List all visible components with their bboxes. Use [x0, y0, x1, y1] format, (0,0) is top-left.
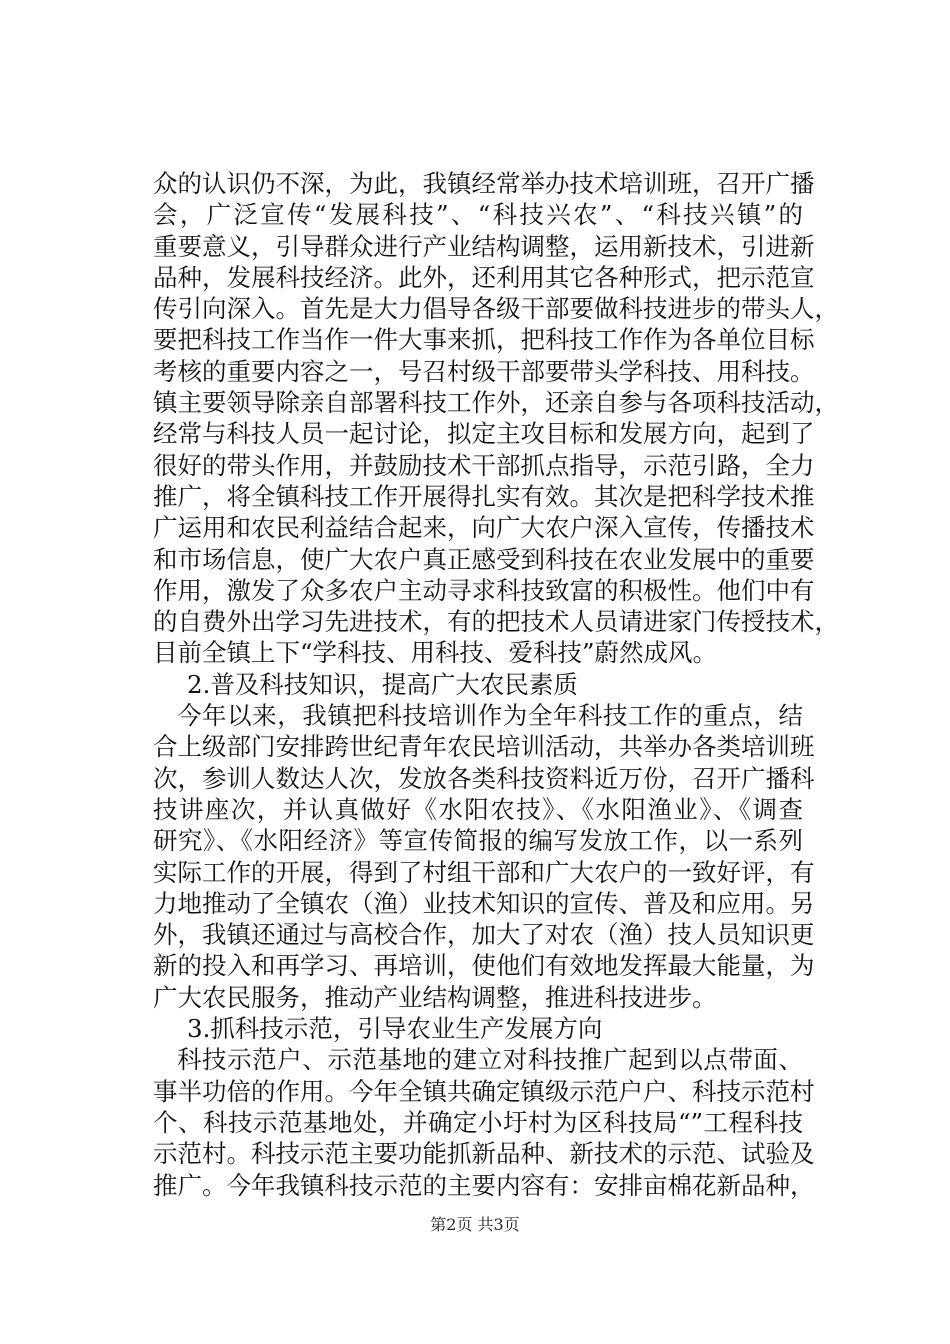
text-line: 力地推动了全镇农（渔）业技术知识的宣传、普及和应用。另 — [153, 888, 815, 918]
text-line: 推广。今年我镇科技示范的主要内容有：安排亩棉花新品种， — [153, 1170, 815, 1200]
text-line: 作用，激发了众多农户主动寻求科技致富的积极性。他们中有 — [153, 575, 815, 605]
text-line: 品种，发展科技经济。此外，还利用其它各种形式，把示范宣 — [153, 262, 815, 292]
text-line: 事半功倍的作用。今年全镇共确定镇级示范户户、科技示范村 — [153, 1076, 815, 1106]
text-line: 新的投入和再学习、再培训，使他们有效地发挥最大能量，为 — [153, 951, 815, 981]
text-line: 示范村。科技示范主要功能抓新品种、新技术的示范、试验及 — [153, 1139, 815, 1169]
text-line: 广大农民服务，推动产业结构调整，推进科技进步。 — [153, 982, 717, 1012]
text-line: 和市场信息，使广大农户真正感受到科技在农业发展中的重要 — [153, 544, 815, 574]
section-heading: 3.抓科技示范，引导农业生产发展方向 — [187, 1014, 603, 1044]
text-line: 会，广泛宣传“发展科技”、“科技兴农”、“科技兴镇”的 — [153, 200, 803, 230]
text-line: 重要意义，引导群众进行产业结构调整，运用新技术，引进新 — [153, 231, 815, 261]
text-line: 要把科技工作当作一件大事来抓，把科技工作作为各单位目标 — [153, 325, 815, 355]
text-line: 研究》、《水阳经济》等宣传简报的编写发放工作，以一系列 — [153, 826, 803, 856]
text-line: 技讲座次，并认真做好《水阳农技》、《水阳渔业》、《调查 — [153, 794, 803, 824]
document-body — [153, 168, 839, 1201]
text-line: 考核的重要内容之一，号召村级干部要带头学科技、用科技。 — [153, 356, 815, 386]
page-number-label: 第2页 共3页 — [430, 1215, 520, 1234]
page-footer — [0, 1215, 950, 1235]
text-line: 次，参训人数达人次，发放各类科技资料近万份，召开广播科 — [153, 763, 815, 793]
text-line: 很好的带头作用，并鼓励技术干部抓点指导，示范引路，全力 — [153, 450, 815, 480]
text-line: 镇主要领导除亲自部署科技工作外，还亲自参与各项科技活动， — [153, 388, 839, 418]
paragraph-first-line: 科技示范户、示范基地的建立对科技推广起到以点带面、 — [177, 1045, 803, 1075]
paragraph-first-line: 今年以来，我镇把科技培训作为全年科技工作的重点，结 — [177, 701, 803, 731]
text-line: 推广，将全镇科技工作开展得扎实有效。其次是把科学技术推 — [153, 481, 815, 511]
text-line: 目前全镇上下“学科技、用科技、爱科技”蔚然成风。 — [153, 638, 718, 668]
text-line: 合上级部门安排跨世纪青年农民培训活动，共举办各类培训班 — [153, 732, 815, 762]
text-line: 传引向深入。首先是大力倡导各级干部要做科技进步的带头人， — [153, 294, 839, 324]
text-line: 的自费外出学习先进技术，有的把技术人员请进家门传授技术， — [153, 607, 839, 637]
text-line: 个、科技示范基地处，并确定小圩村为区科技局“”工程科技 — [153, 1107, 803, 1137]
text-line: 经常与科技人员一起讨论，拟定主攻目标和发展方向，起到了 — [153, 419, 815, 449]
text-line: 众的认识仍不深，为此，我镇经常举办技术培训班，召开广播 — [153, 169, 815, 198]
text-line: 外，我镇还通过与高校合作，加大了对农（渔）技人员知识更 — [153, 920, 815, 950]
text-line: 实际工作的开展，得到了村组干部和广大农户的一致好评，有 — [153, 857, 815, 887]
text-line: 广运用和农民利益结合起来，向广大农户深入宣传，传播技术 — [153, 513, 815, 543]
section-heading: 2.普及科技知识，提高广大农民素质 — [187, 669, 578, 699]
